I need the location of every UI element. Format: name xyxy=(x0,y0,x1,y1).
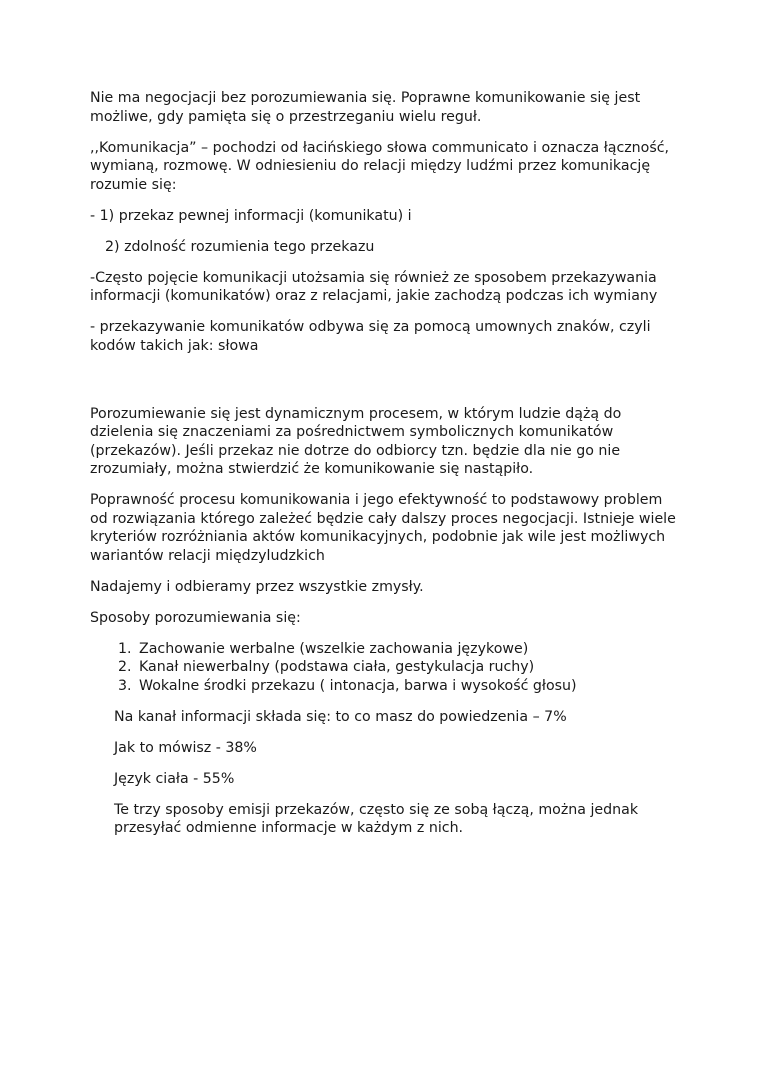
channel-intro: Na kanał informacji składa się: to co masz do powiedzenia – 7% xyxy=(114,708,567,725)
paragraph-identification: -Często pojęcie komunikacji utożsamia się również ze sposobem przekazywania informacji (komunikatów) oraz z relacjami, jakie zachodzą podczas ich wymiany xyxy=(90,269,658,304)
paragraph-definition: ,,Komunikacja” – pochodzi od łacińskiego słowa communicato i oznacza łączność, wymianą, rozmowę. W odniesieniu do relacji między ludźmi przez komunikację rozumie się: xyxy=(90,139,670,193)
ways-list-item: 2. Kanał niewerbalny (podstawa ciała, gestykulacja ruchy) xyxy=(136,658,680,677)
ways-list-item: 3. Wokalne środki przekazu ( intonacja, barwa i wysokość głosu) xyxy=(136,677,680,696)
paragraph-ways-heading: Sposoby porozumiewania się: xyxy=(90,609,301,626)
paragraph-senses: Nadajemy i odbieramy przez wszystkie zmysły. xyxy=(90,578,424,595)
ways-list-item: 1. Zachowanie werbalne (wszelkie zachowania językowe) xyxy=(136,640,680,659)
channel-block xyxy=(90,708,680,838)
ways-list xyxy=(90,640,680,696)
paragraph-intro: Nie ma negocjacji bez porozumiewania się. Poprawne komunikowanie się jest możliwe, gdy pamięta się o przestrzeganiu wielu reguł. xyxy=(90,90,641,125)
paragraph-correctness: Poprawność procesu komunikowania i jego efektywność to podstawowy problem od rozwiązania którego zależeć będzie cały dalszy proces negocjacji. Istnieje wiele kryteriów rozróżniania aktów komunikacyjnych, podobnie jak wile jest możliwych wariantów relacji międzyludzkich xyxy=(90,492,676,564)
channel-how: Jak to mówisz - 38% xyxy=(114,739,257,756)
channel-closing: Te trzy sposoby emisji przekazów, często się ze sobą łączą, można jednak przesyłać odmienne informacje w każdym z nich. xyxy=(114,801,639,836)
paragraph-codes: - przekazywanie komunikatów odbywa się za pomocą umownych znaków, czyli kodów takich jak: słowa xyxy=(90,319,651,354)
paragraph-process: Porozumiewanie się jest dynamicznym procesem, w którym ludzie dążą do dzielenia się znaczeniami za pośrednictwem symbolicznych komunikatów (przekazów). Jeśli przekaz nie dotrze do odbiorcy tzn. będzie dla nie go nie zrozumiały, można stwierdzić że komunikowanie się nastąpiło. xyxy=(90,405,622,477)
paragraph-point-1: - 1) przekaz pewnej informacji (komunikatu) i xyxy=(90,207,412,224)
blank-gap xyxy=(90,368,680,405)
channel-body-language: Język ciała - 55% xyxy=(114,770,235,787)
document-page xyxy=(90,89,680,850)
paragraph-point-2: 2) zdolność rozumienia tego przekazu xyxy=(105,238,375,255)
